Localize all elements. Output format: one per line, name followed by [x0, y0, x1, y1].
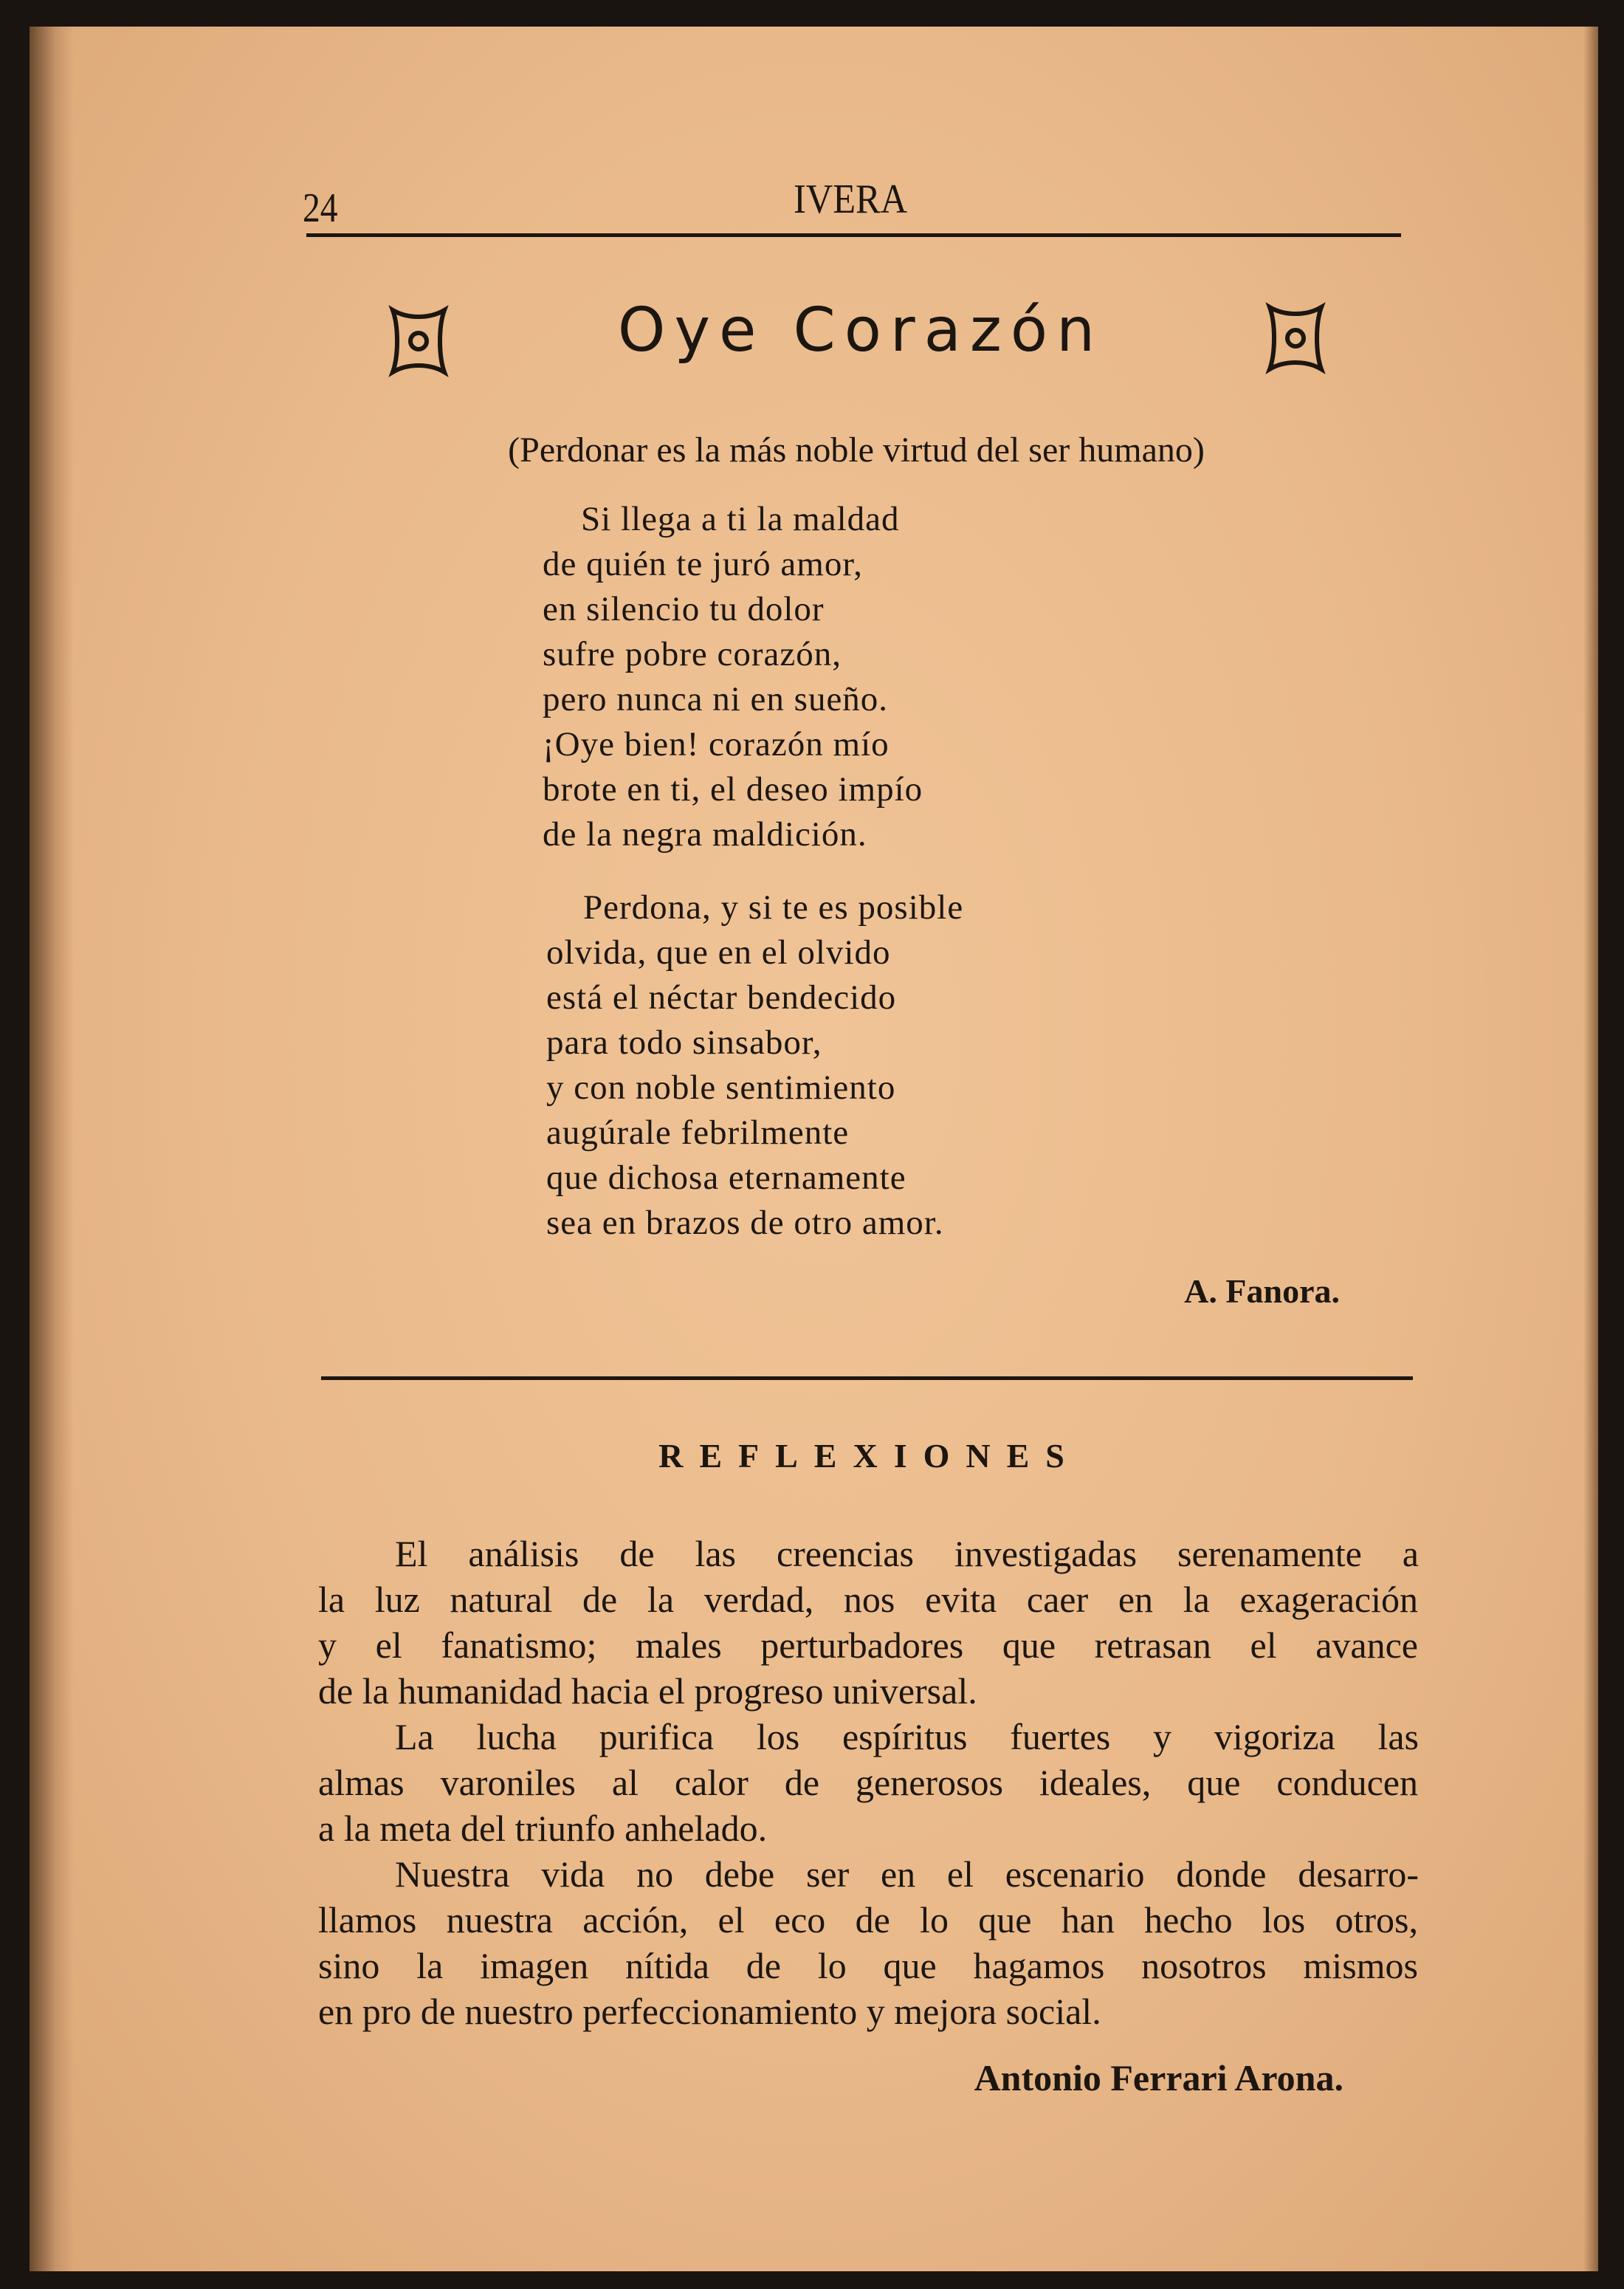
poem-title: Oye Corazón — [617, 295, 1104, 366]
poem-line: brote en ti, el deseo impío — [543, 770, 923, 809]
poem-line: augúrale febrilmente — [546, 1113, 850, 1152]
poem-line: Si llega a ti la maldad — [581, 500, 900, 538]
prose-line: Nuestra vida no debe ser en el escenario donde desarro- — [395, 1853, 1419, 1895]
poem-line: y con noble sentimiento — [546, 1068, 896, 1107]
prose-line: El análisis de las creencias investigadas serenamente a — [395, 1533, 1419, 1574]
page-edge-right — [1583, 27, 1598, 2271]
poem-line: que dichosa eternamente — [546, 1159, 906, 1197]
poem-line: Perdona, y si te es posible — [583, 888, 964, 927]
prose-line: en pro de nuestro perfeccionamiento y mejora social. — [318, 1991, 1101, 2032]
poem-author: A. Fanora. — [1184, 1272, 1340, 1310]
ornament-right-icon — [1262, 301, 1329, 375]
section-divider — [321, 1376, 1413, 1380]
prose-line: La lucha purifica los espíritus fuertes y vigoriza las — [395, 1716, 1419, 1757]
page-number: 24 — [303, 185, 338, 231]
prose-line: la luz natural de la verdad, nos evita caer en la exageración — [318, 1579, 1418, 1620]
running-title: IVERA — [794, 176, 907, 222]
prose-line: llamos nuestra acción, el eco de lo que han hecho los otros, — [318, 1899, 1418, 1940]
section-heading: REFLEXIONES — [658, 1437, 1081, 1475]
prose-line: de la humanidad hacia el progreso universal. — [318, 1670, 977, 1712]
prose-line: almas varoniles al calor de generosos ideales, que conducen — [318, 1762, 1418, 1803]
poem-line: pero nunca ni en sueño. — [543, 680, 889, 718]
poem-epigraph: (Perdonar es la más noble virtud del ser humano) — [508, 430, 1205, 470]
reflexiones-author: Antonio Ferrari Arona. — [974, 2057, 1343, 2098]
poem-line: está el néctar bendecido — [546, 978, 897, 1017]
poem-line: ¡Oye bien! corazón mío — [543, 725, 890, 763]
poem-line: sea en brazos de otro amor. — [546, 1204, 944, 1242]
poem-line: de la negra maldición. — [543, 815, 867, 854]
ornament-left-icon — [385, 304, 452, 378]
poem-line: para todo sinsabor, — [546, 1023, 822, 1062]
page-edge-left — [30, 27, 74, 2271]
prose-line: a la meta del triunfo anhelado. — [318, 1808, 768, 1849]
header-rule — [306, 233, 1401, 237]
poem-line: olvida, que en el olvido — [546, 933, 891, 972]
prose-line: sino la imagen nítida de lo que hagamos nosotros mismos — [318, 1945, 1418, 1986]
poem-line: sufre pobre corazón, — [543, 635, 842, 673]
poem-line: en silencio tu dolor — [543, 590, 825, 628]
prose-line: y el fanatismo; males perturbadores que retrasan el avance — [318, 1624, 1418, 1666]
poem-line: de quién te juró amor, — [543, 545, 863, 583]
